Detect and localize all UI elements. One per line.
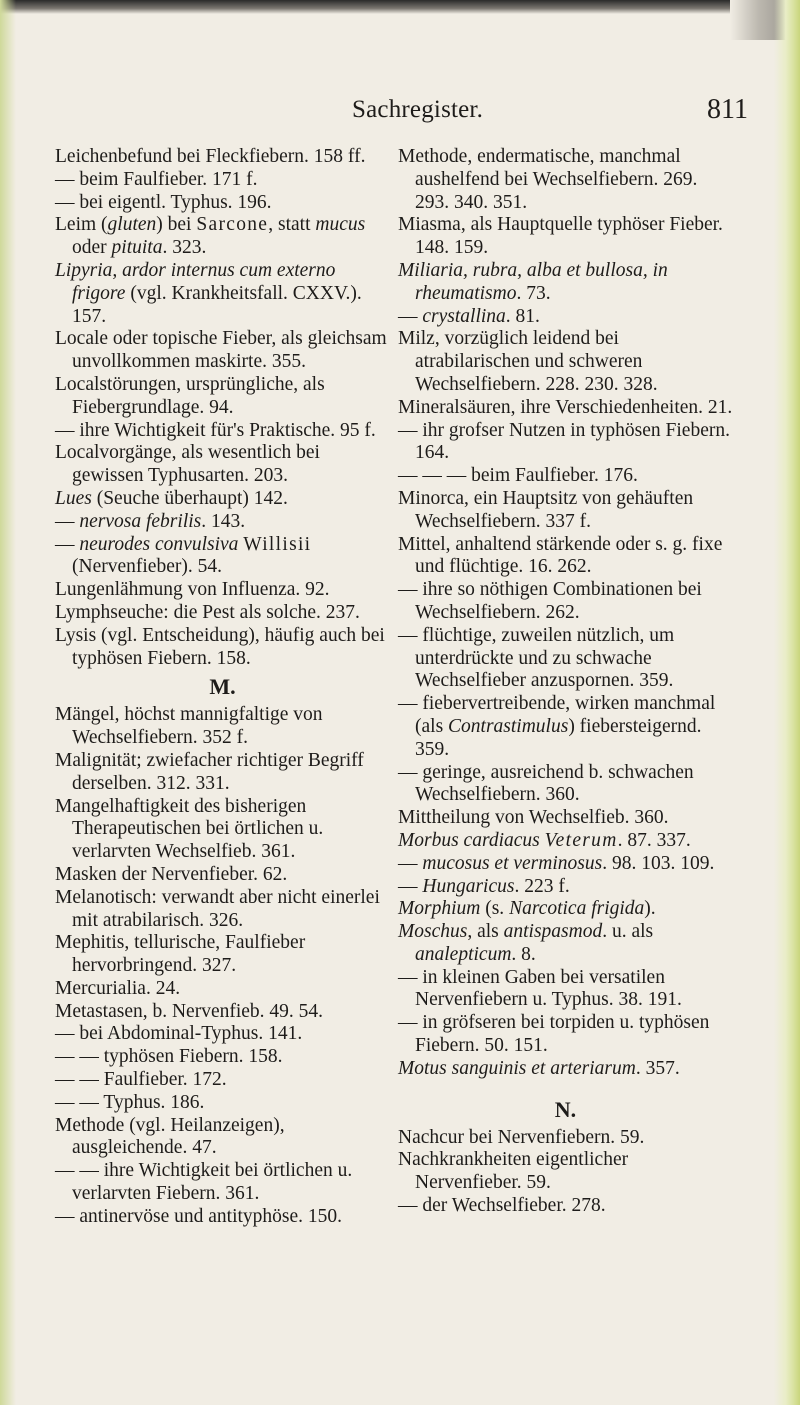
index-entry-latin-term: Veterum <box>544 829 618 851</box>
index-entry-text: oder <box>72 237 112 259</box>
index-entry-text: — ihre Wichtigkeit für's Praktische. 95 f. <box>55 419 376 441</box>
index-entry-text: Lysis (vgl. Entscheidung), häufig auch bei typhösen Fiebern. 158. <box>55 624 385 669</box>
index-entry-text: , als <box>467 921 504 943</box>
index-entry-text: . 87. 337. <box>617 829 691 851</box>
index-entry-latin-term: antispasmod <box>503 921 603 943</box>
index-entry-latin-term: Motus sanguinis et arteriarum <box>398 1057 636 1079</box>
index-entry-text: Metastasen, b. Nervenfieb. 49. 54. <box>55 1000 324 1022</box>
index-entry <box>55 511 390 534</box>
index-entry <box>55 374 390 420</box>
index-entry <box>55 932 390 978</box>
index-entry-text: — ihre so nöthigen Combinationen bei Wechselfiebern. 262. <box>398 579 702 623</box>
index-entry-text: Localvorgänge, als wesentlich bei gewissen Typhusarten. 203. <box>55 442 320 487</box>
index-entry-text: , statt <box>268 214 316 236</box>
index-entry <box>55 1092 390 1115</box>
index-entry <box>398 1058 733 1081</box>
index-entry <box>55 1206 390 1229</box>
index-entry-text: — ihr grofser Nutzen in typhösen Fiebern. 164. <box>398 419 730 464</box>
index-entry-text: Methode, endermatische, manchmal aushelfend bei Wechselfiebern. 269. 293. 340. 351. <box>398 146 698 213</box>
index-entry-text: Masken der Nervenfieber. 62. <box>55 863 288 885</box>
page-number: 811 <box>707 94 748 125</box>
index-entry <box>398 898 733 921</box>
index-entry-text: — bei Abdominal-Typhus. 141. <box>55 1023 303 1045</box>
index-entry <box>55 1001 390 1024</box>
index-entry <box>398 1195 733 1218</box>
index-entry-text: . 357. <box>635 1057 680 1079</box>
index-entry-text: — fiebervertreibende, wirken manchmal (als <box>398 693 716 737</box>
index-entry-latin-term: Morbus cardiacus <box>398 829 540 851</box>
index-entry-text: ). <box>644 898 656 920</box>
index-entry-text: Mangelhaftigkeit des bisherigen Therapeutischen bei örtlichen u. verlarvten Wechselfieb. 361. <box>55 795 324 863</box>
index-entry <box>398 465 733 488</box>
page-top-edge-shadow <box>0 0 800 14</box>
index-entry-text: . 223 f. <box>514 875 570 897</box>
index-entry-text: — — Typhus. 186. <box>55 1091 205 1113</box>
index-entry-text: . 323. <box>162 237 207 259</box>
index-entry-text: Miasma, als Hauptquelle typhöser Fieber. 148. 159. <box>398 214 723 259</box>
index-entry <box>398 328 733 396</box>
index-entry-text: Mittheilung von Wechselfieb. 360. <box>398 807 669 829</box>
index-entry-text: — bei eigentl. Typhus. 196. <box>55 191 272 213</box>
index-entry <box>55 214 390 260</box>
index-entry <box>55 864 390 887</box>
index-entry-text: Mittel, anhaltend stärkende oder s. g. fixe und flüchtige. 16. 262. <box>398 533 723 578</box>
index-entry-text: . 98. 103. 109. <box>602 852 715 874</box>
index-entry <box>398 762 733 808</box>
index-entry-latin-term: pituita <box>111 237 163 259</box>
index-entry-latin-term: analepticum <box>415 943 512 965</box>
index-entry-text: — — typhösen Fiebern. 158. <box>55 1046 283 1068</box>
index-entry <box>55 1046 390 1069</box>
index-entry-text: Locale oder topische Fieber, als gleichsam unvollkommen maskirte. 355. <box>55 328 387 373</box>
index-entry-text: . u. als <box>602 921 654 943</box>
index-entry-latin-term: Lipyria, ardor internus cum externo frigore <box>55 259 336 304</box>
index-entry-text: (s. <box>480 898 510 920</box>
index-entry-latin-term: Contrastimulus <box>448 715 569 737</box>
index-entry-text: — — — beim Faulfieber. 176. <box>398 465 638 487</box>
running-title: Sachregister. <box>352 96 484 123</box>
index-column-right <box>398 146 733 1218</box>
index-entry-text: Lungenlähmung von Influenza. 92. <box>55 579 330 601</box>
index-entry-text: — — ihre Wichtigkeit bei örtlichen u. verlarvten Fiebern. 361. <box>55 1160 353 1205</box>
index-entry-text: — der Wechselfieber. 278. <box>398 1195 606 1217</box>
index-entry <box>398 921 733 967</box>
section-letter-heading: N. <box>554 1096 577 1122</box>
index-entry-text: Mephitis, tellurische, Faulfieber hervorbringend. 327. <box>55 932 306 977</box>
page-right-edge <box>774 0 800 1405</box>
index-entry-text: — — Faulfieber. 172. <box>55 1069 227 1091</box>
index-entry-text: Mercurialia. 24. <box>55 977 181 999</box>
index-entry <box>398 1012 733 1058</box>
index-entry <box>55 169 390 192</box>
index-entry <box>398 693 733 761</box>
index-entry-text: ) bei <box>156 214 197 236</box>
index-entry-text: Leim ( <box>55 214 108 236</box>
index-entry-text: Melanotisch: verwandt aber nicht einerlei mit atrabilarisch. 326. <box>55 886 380 931</box>
index-entry-latin-term: Lues <box>55 487 92 509</box>
index-entry <box>55 192 390 215</box>
index-entry-text: (Seuche überhaupt) 142. <box>91 487 288 509</box>
index-entry-text: (vgl. Krankheitsfall. CXXV.). 157. <box>72 282 362 327</box>
index-entry-latin-term: Miliaria, rubra, alba et bullosa, in rheumatismo <box>398 259 668 304</box>
index-entry <box>398 967 733 1013</box>
index-entry-text: — beim Faulfieber. 171 f. <box>55 168 258 190</box>
index-entry <box>398 214 733 260</box>
index-entry-text: Localstörungen, ursprüngliche, als Fiebergrundlage. 94. <box>55 373 325 418</box>
index-entry <box>55 1023 390 1046</box>
page-left-edge <box>0 0 16 1405</box>
index-entry <box>55 420 390 443</box>
index-entry-latin-term: Moschus <box>398 921 468 943</box>
index-entry <box>398 420 733 466</box>
index-entry-text: Malignität; zwiefacher richtiger Begriff derselben. 312. 331. <box>55 749 364 794</box>
index-entry-latin-term: crystallina <box>422 305 506 327</box>
index-entry-latin-term: mucus <box>315 214 366 236</box>
index-entry-latin-term: nervosa febrilis <box>79 510 202 532</box>
section-spacer <box>398 1081 733 1093</box>
index-entry <box>55 1069 390 1092</box>
index-entry <box>398 807 733 830</box>
index-entry-text: Leichenbefund bei Fleckfiebern. 158 ff. <box>55 146 366 167</box>
index-entry-text: Sarcone <box>196 214 269 236</box>
index-entry <box>398 260 733 306</box>
index-column-left <box>55 146 390 1229</box>
index-entry-latin-term: Hungaricus <box>422 875 515 897</box>
index-entry-text: — <box>398 875 423 897</box>
index-entry <box>55 442 390 488</box>
index-entry-text: — antinervöse und antityphöse. 150. <box>55 1205 343 1227</box>
index-entry <box>55 887 390 933</box>
index-entry <box>398 488 733 534</box>
index-entry-text: — <box>398 305 423 327</box>
index-entry-text: — in gröfseren bei torpiden u. typhösen Fiebern. 50. 151. <box>398 1012 710 1057</box>
index-entry-text: — in kleinen Gaben bei versatilen Nervenfiebern u. Typhus. 38. 191. <box>398 966 682 1011</box>
index-entry-text: . 8. <box>511 943 536 965</box>
index-entry-text: Mineralsäuren, ihre Verschiedenheiten. 21. <box>398 396 733 418</box>
index-entry <box>55 1115 390 1161</box>
index-entry-latin-term: Morphium <box>398 898 481 920</box>
index-entry-text: . 143. <box>201 510 246 532</box>
index-entry <box>55 750 390 796</box>
index-entry-text: Lymphseuche: die Pest als solche. 237. <box>55 601 360 623</box>
index-entry <box>55 260 390 328</box>
index-entry-text: Minorca, ein Hauptsitz von gehäuften Wechselfiebern. 337 f. <box>398 487 694 532</box>
index-entry <box>55 704 390 750</box>
page-header <box>0 96 800 136</box>
index-entry-text: — <box>55 533 80 555</box>
index-entry <box>398 1127 733 1150</box>
index-entry-text: Nachkrankheiten eigentlicher Nervenfieber. 59. <box>398 1149 629 1194</box>
index-entry-text: — <box>398 852 423 874</box>
index-entry <box>55 602 390 625</box>
index-entry <box>398 534 733 580</box>
index-entry <box>55 978 390 1001</box>
index-entry <box>398 579 733 625</box>
index-entry <box>55 146 390 169</box>
index-entry-latin-term: gluten <box>107 214 157 236</box>
index-entry-text: Methode (vgl. Heilanzeigen), ausgleichende. 47. <box>55 1114 285 1159</box>
index-entry-latin-term: mucosus et verminosus <box>422 852 603 874</box>
index-entry-text: — <box>55 510 80 532</box>
index-entry-text: Mängel, höchst mannigfaltige von Wechselfiebern. 352 f. <box>55 704 323 749</box>
index-entry <box>55 1160 390 1206</box>
index-entry-text: Nachcur bei Nervenfiebern. 59. <box>398 1126 645 1148</box>
index-entry <box>398 1149 733 1195</box>
index-entry <box>398 146 733 214</box>
index-entry <box>398 306 733 329</box>
index-entry-text: — flüchtige, zuweilen nützlich, um unterdrückte und zu schwache Wechselfieber anzuspornen. 359. <box>398 624 675 692</box>
index-entry-text: . 73. <box>516 282 551 304</box>
index-entry-latin-term: neurodes convulsiva <box>79 533 239 555</box>
index-entry <box>398 876 733 899</box>
index-entry <box>398 830 733 853</box>
index-entry-text: . 81. <box>505 305 540 327</box>
index-entry <box>55 625 390 671</box>
index-entry <box>55 534 390 580</box>
section-letter-heading: M. <box>209 674 236 700</box>
index-entry-text: (Nervenfieber). 54. <box>72 556 222 578</box>
index-entry-latin-term: Narcotica frigida <box>509 898 645 920</box>
index-entry <box>398 853 733 876</box>
index-entry <box>55 328 390 374</box>
index-entry <box>398 397 733 420</box>
index-entry-text: — geringe, ausreichend b. schwachen Wechselfiebern. 360. <box>398 761 694 806</box>
index-entry <box>398 625 733 693</box>
index-entry <box>55 488 390 511</box>
index-entry-text: ) fiebersteigernd. 359. <box>415 715 702 760</box>
index-entry-text: Milz, vorzüglich leidend bei atrabilarischen und schweren Wechselfiebern. 228. 230. 328. <box>398 328 658 395</box>
index-entry <box>55 579 390 602</box>
index-entry-text: Willisii <box>243 533 312 555</box>
index-entry <box>55 796 390 864</box>
